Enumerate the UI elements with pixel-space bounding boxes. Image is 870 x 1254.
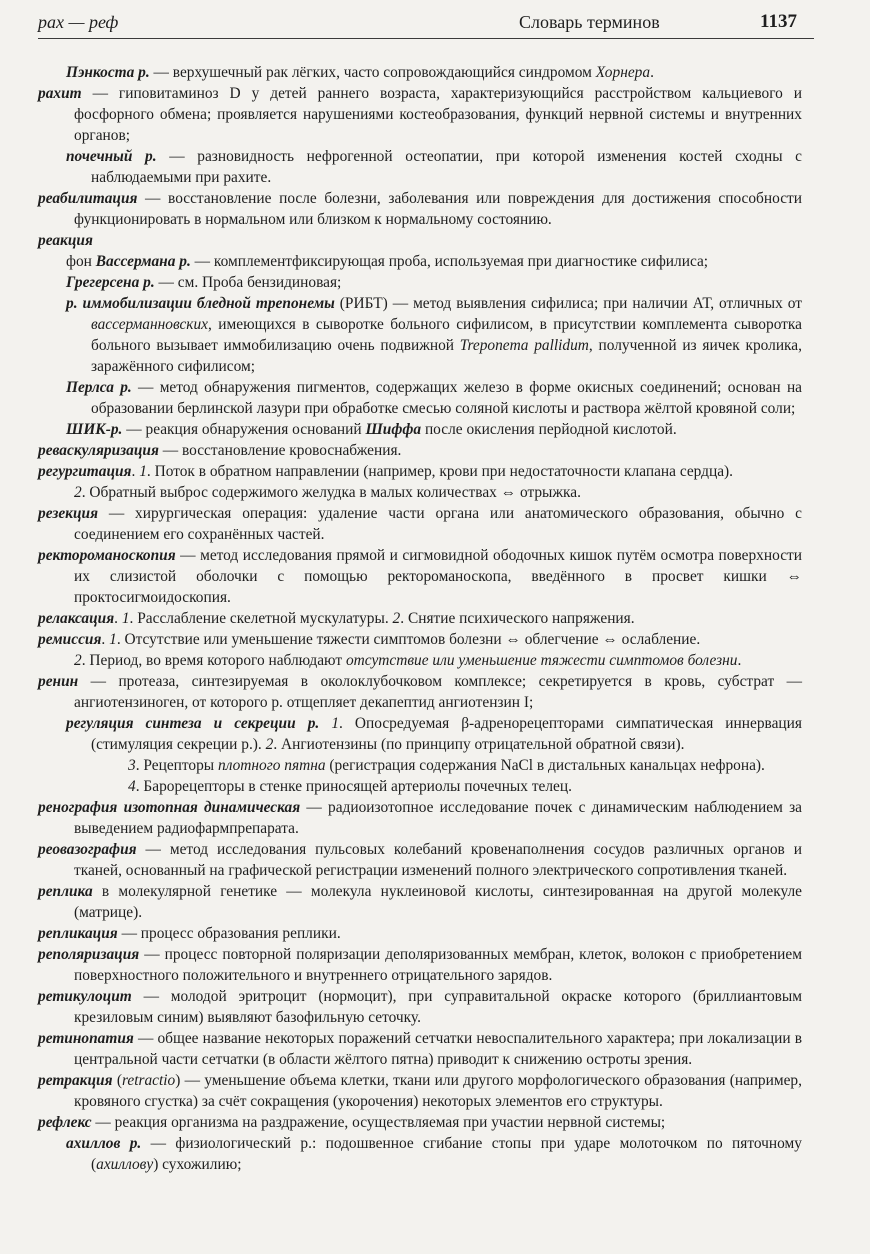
italic-text: 1 — [331, 715, 340, 732]
definition-text: — общее название некоторых поражений сетчатки невоспалительного характера; при локализации в центральной части сетчатки (в области жёлтого пятна) приводит к снижению остроты зрения. — [74, 1030, 802, 1068]
italic-text: 2 — [392, 610, 401, 627]
glossary-entry — [38, 986, 802, 1028]
definition-text: . Обратный выброс содержимого желудка в малых количествах ⇔ отрыжка. — [81, 484, 581, 501]
definition-text: — процесс образования реплики. — [117, 925, 341, 942]
term-headword: ретикулоцит — [38, 988, 132, 1005]
definition-text: — восстановление кровоснабжения. — [158, 442, 402, 459]
definition-text: ) сухожилию; — [153, 1156, 242, 1173]
definition-text: — реакция организма на раздражение, осуществляемая при участии нервной системы; — [91, 1114, 666, 1131]
definition-text: . Поток в обратном направлении (например, крови при недостаточности клапана сердца). — [146, 463, 734, 480]
glossary-subentry — [38, 146, 802, 188]
glossary-subentry — [38, 293, 802, 377]
glossary-entry — [38, 1112, 802, 1133]
definition-text: . Расслабление скелетной мускулатуры. — [129, 610, 393, 627]
glossary-entry-continuation — [38, 650, 802, 671]
term-headword: ретракция — [38, 1072, 113, 1089]
running-head-title: Словарь терминов — [519, 12, 660, 32]
glossary-entry — [38, 83, 802, 146]
term-headword: почечный р. — [66, 148, 157, 165]
definition-text: . Рецепторы — [135, 757, 218, 774]
page-number: 1137 — [760, 11, 797, 32]
definition-text: фон — [66, 253, 96, 270]
definition-text: . — [114, 610, 122, 627]
definition-text: — восстановление после болезни, заболевания или повреждения для достижения способности функционировать в нормальном или близком к нормальному состоянию. — [74, 190, 802, 228]
term-headword: реакция — [38, 232, 93, 249]
glossary-entry — [38, 440, 802, 461]
definition-text: . Снятие психического напряжения. — [400, 610, 635, 627]
glossary-subentry — [38, 419, 802, 440]
glossary-entry — [38, 608, 802, 629]
term-headword: Грегерсена р. — [66, 274, 155, 291]
italic-text: 1 — [121, 610, 130, 627]
term-headword: ремиссия — [38, 631, 102, 648]
definition-text: ( — [112, 1072, 122, 1089]
glossary-entry — [38, 797, 802, 839]
italic-text: 1 — [139, 463, 147, 480]
definition-text: — реакция обнаружения оснований — [122, 421, 366, 438]
glossary-entry-continuation — [38, 755, 802, 776]
definition-text: — метод исследования пульсовых колебаний кровенаполнения сосудов различных органов и тканей, основанный на графической регистрации изменений полного электрического сопротивления тканей. — [74, 841, 802, 879]
definition-text: — физиологический р.: подошвенное сгибание стопы при ударе молоточком по пяточному ( — [91, 1135, 802, 1173]
italic-text: 3 — [128, 757, 136, 774]
term-headword: ренография изотопная динамическая — [38, 799, 301, 816]
definition-text: . — [737, 652, 742, 669]
term-headword: релаксация — [38, 610, 115, 627]
definition-text: — комплементфиксирующая проба, используемая при диагностике сифилиса; — [190, 253, 709, 270]
italic-text: 4 — [128, 778, 136, 795]
term-headword: ШИК-р. — [66, 421, 123, 438]
glossary-subentry — [38, 1133, 802, 1175]
term-headword: реваскуляризация — [38, 442, 159, 459]
definition-text: , полученной из яичек кролика, заражённого сифилисом; — [91, 337, 802, 375]
glossary-entry-continuation — [38, 482, 802, 503]
term-headword: регургитация — [38, 463, 132, 480]
definition-text: — разновидность нефрогенной остеопатии, при которой изменения костей сходны с наблюдаемыми при рахите. — [91, 148, 802, 186]
term-headword: регуляция синтеза и секреции р. — [66, 715, 320, 732]
definition-text: — хирургическая операция: удаление части органа или анатомического образования, обычно с соединением его сохранённых частей. — [74, 505, 802, 543]
definition-text: . — [101, 631, 110, 648]
glossary-entry-continuation — [38, 776, 802, 797]
definition-text: , имеющихся в сыворотке больного сифилисом, в присутствии комплемента сыворотка больного вызывает иммобилизацию очень подвижной — [91, 316, 802, 354]
definition-text: ) — уменьшение объема клетки, ткани или другого морфологического образования (например, кровяного сгустка) за счёт сокращения (укорочения) некоторых элементов его структуры. — [74, 1072, 802, 1110]
definition-text: — протеаза, синтезируемая в околоклубочковом комплексе; секретируется в кровь, субстрат — ангиотензиноген, от которого р. отщепляет декапептид ангиотензин I; — [74, 673, 802, 711]
italic-text: 1 — [109, 631, 117, 648]
glossary-entry — [38, 230, 802, 251]
definition-text: . Отсутствие или уменьшение тяжести симптомов болезни ⇔ облегчение ⇔ ослабление. — [116, 631, 701, 648]
glossary-body — [38, 62, 802, 1175]
definition-text: (РИБТ) — метод выявления сифилиса; при наличии АТ, отличных от — [334, 295, 802, 312]
term-headword: Перлса р. — [66, 379, 132, 396]
term-headword: рефлекс — [38, 1114, 92, 1131]
definition-text: — см. Проба бензидиновая; — [154, 274, 342, 291]
term-headword: реабилитация — [38, 190, 138, 207]
glossary-entry — [38, 629, 802, 650]
glossary-entry — [38, 461, 802, 482]
glossary-entry — [38, 881, 802, 923]
term-headword: реполяризация — [38, 946, 140, 963]
glossary-subentry — [38, 251, 802, 272]
glossary-entry — [38, 1070, 802, 1112]
glossary-subentry — [38, 62, 802, 83]
italic-text: плотного пятна — [218, 757, 326, 774]
definition-text: — гиповитаминоз D у детей раннего возраста, характеризующийся расстройством кальциевого и фосфорного обмена; проявляется нарушениями костеобразования, функций нервной системы и внутренних органов; — [74, 85, 802, 144]
definition-text: — верхушечный рак лёгких, часто сопровождающийся синдромом — [149, 64, 596, 81]
glossary-subentry — [38, 272, 802, 293]
definition-text: (регистрация содержания NaCl в дистальных канальцах нефрона). — [325, 757, 765, 774]
glossary-entry — [38, 839, 802, 881]
glossary-entry — [38, 923, 802, 944]
term-headword: резекция — [38, 505, 99, 522]
definition-text: . Период, во время которого наблюдают — [81, 652, 346, 669]
header-rule — [38, 38, 814, 39]
italic-text: 2 — [74, 652, 82, 669]
term-headword: Пэнкоста р. — [66, 64, 150, 81]
italic-text: 2 — [265, 736, 274, 753]
glossary-entry — [38, 671, 802, 713]
definition-text: — молодой эритроцит (нормоцит), при суправитальной окраске которого (бриллиантовым крезиловым синим) выявляют базофильную сеточку. — [74, 988, 802, 1026]
glossary-subentry — [38, 377, 802, 419]
italic-text: вассерманновских — [91, 316, 209, 333]
definition-text: — метод исследования прямой и сигмовидной ободочных кишок путём осмотра поверхности их слизистой оболочки с помощью ректороманоскопа, введённого в просвет кишки ⇔ проктосигмоидоскопия. — [74, 547, 802, 606]
definition-text: — метод обнаружения пигментов, содержащих железо в форме окисных соединений; основан на образовании берлинской лазури при обработке смесью соляной кислоты и раствора жёлтой кровяной соли; — [91, 379, 803, 417]
italic-text: Хорнера — [595, 64, 651, 81]
definition-text: . Опосредуемая β-адренорецепторами симпатическая иннервация (стимуляция секреции р.). — [91, 715, 802, 753]
italic-text: ахиллову — [96, 1156, 154, 1173]
definition-text: после окисления перйодной кислотой. — [421, 421, 677, 438]
definition-text — [319, 715, 331, 732]
term-headword: репликация — [38, 925, 118, 942]
definition-text: — процесс повторной поляризации деполяризованных мембран, клеток, волокон с приобретением поверхностного положительного и внутреннего отрицательного зарядов. — [74, 946, 802, 984]
term-headword: ретинопатия — [38, 1030, 134, 1047]
definition-text: . — [650, 64, 654, 81]
definition-text: . Ангиотензины (по принципу отрицательной обратной связи). — [273, 736, 685, 753]
term-headword: Вассермана р. — [95, 253, 191, 270]
term-headword: реплика — [38, 883, 93, 900]
running-head-range: рах — реф — [38, 12, 119, 32]
term-headword: Шиффа — [365, 421, 422, 438]
definition-text: . Барорецепторы в стенке приносящей артериолы почечных телец. — [135, 778, 572, 795]
glossary-entry — [38, 503, 802, 545]
definition-text: . — [131, 463, 140, 480]
definition-text: — радиоизотопное исследование почек с динамическим наблюдением за выведением радиофармпрепарата. — [74, 799, 803, 837]
term-headword: рахит — [38, 85, 82, 102]
term-headword: ренин — [38, 673, 79, 690]
italic-text: 2 — [74, 484, 82, 501]
term-headword: ректороманоскопия — [38, 547, 176, 564]
italic-text: отсутствие или уменьшение тяжести симптомов болезни — [345, 652, 738, 669]
glossary-entry — [38, 188, 802, 230]
term-headword: р. иммобилизации бледной трепонемы — [66, 295, 335, 312]
term-headword: ахиллов р. — [66, 1135, 142, 1152]
italic-text: Treponema pallidum — [459, 337, 589, 354]
glossary-entry — [38, 944, 802, 986]
glossary-entry — [38, 1028, 802, 1070]
glossary-subentry — [38, 713, 802, 755]
italic-text: retractio — [121, 1072, 176, 1089]
definition-text: в молекулярной генетике — молекула нуклеиновой кислоты, синтезированная на другой молекуле (матрице). — [74, 883, 802, 921]
glossary-entry — [38, 545, 802, 608]
term-headword: реовазография — [38, 841, 137, 858]
